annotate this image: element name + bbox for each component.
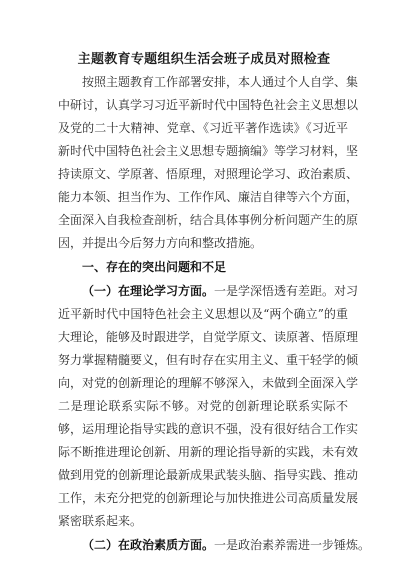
body-line: 二是理论联系实际不够。对党的创新理论联系实际不 [58, 399, 348, 413]
body-line: 紧密联系起来。 [58, 514, 143, 528]
subsection-text: 一是学深悟透有差距。对习 [214, 284, 359, 298]
section-heading: 一、存在的突出问题和不足 [82, 260, 227, 274]
subsection-heading: （二）在政治素质方面。 [82, 538, 215, 552]
body-line: 大理论，能够及时跟进学，自觉学原文、读原著、悟原理 [58, 330, 359, 344]
intro-line: 及党的二十大精神、党章、《习近平著作选读》《习近平 [58, 121, 348, 135]
subsection-first-line [58, 537, 371, 553]
subsection-heading: （一）在理论学习方面。 [82, 284, 215, 298]
subsection-first-line [58, 283, 359, 299]
intro-line: 因，并提出今后努力方向和整改措施。 [58, 236, 263, 250]
body-line: 够，运用理论指导实践的意识不强，没有很好结合工作实 [58, 422, 359, 436]
subsection-text: 一是政治素养需进一步锤炼。 [214, 538, 371, 552]
body-line: 努力掌握精髓要义，但有时存在实用主义、重干轻学的倾 [58, 353, 359, 367]
body-line: 际不断推进理论创新、用新的理论指导新的实践，未有效 [58, 445, 359, 459]
intro-line: 能力本领、担当作为、工作作风、廉洁自律等六个方面， [58, 190, 359, 204]
intro-line: 全面深入自我检查剖析，结合具体事例分析问题产生的原 [58, 213, 359, 227]
intro-line: 中研讨，认真学习习近平新时代中国特色社会主义思想以 [58, 98, 359, 112]
intro-line: 按照主题教育工作部署安排，本人通过个人自学、集 [82, 75, 359, 89]
body-line: 工作，未充分把党的创新理论与加快推进公司高质量发展 [58, 491, 359, 505]
body-line: 向，对党的创新理论的理解不够深入，未做到全面深入学 [58, 376, 359, 390]
intro-line: 持读原文、学原著、悟原理，对照理论学习、政治素质、 [58, 167, 359, 181]
body-line: 近平新时代中国特色社会主义思想以及“两个确立”的重 [58, 307, 348, 321]
body-line: 做到用党的创新理论最新成果武装头脑、指导实践、推动 [58, 468, 359, 482]
intro-line: 新时代中国特色社会主义思想专题摘编》等学习材料，坚 [58, 144, 359, 158]
document-title: 主题教育专题组织生活会班子成员对照检查 [77, 52, 331, 67]
